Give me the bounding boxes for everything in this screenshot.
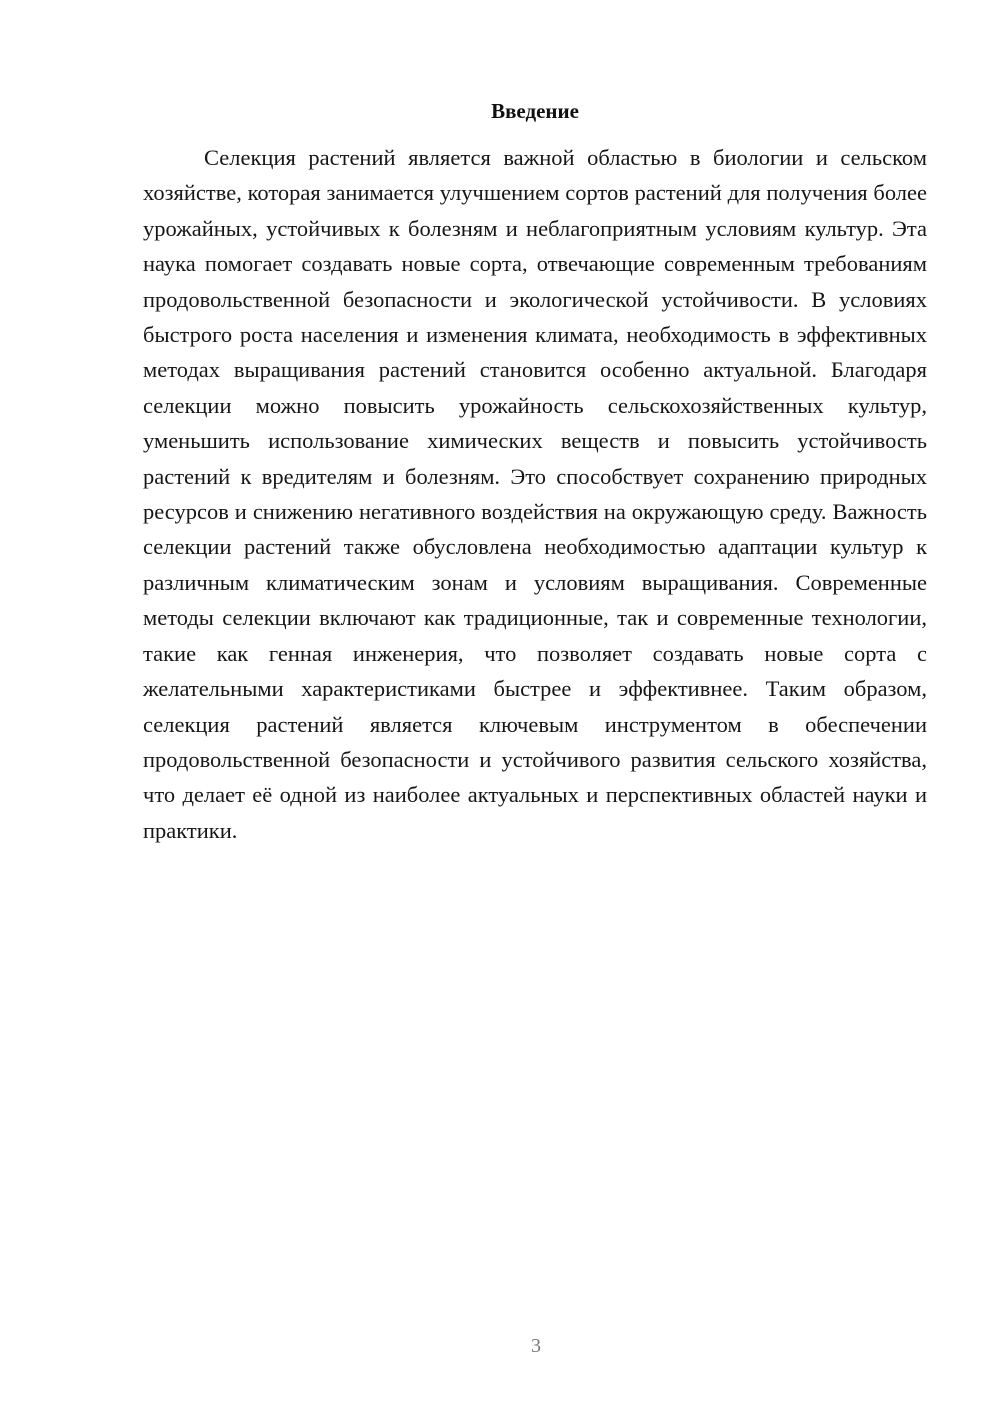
section-heading: Введение	[491, 99, 579, 123]
page-number: 3	[531, 1335, 541, 1357]
body-paragraph: Селекция растений является важной областью в биологии и сельском хозяйстве, которая занимается улучшением сортов растений для получения более урожайных, устойчивых к болезням и неблагоприятным условиям культур. Эта наука помогает создавать новые сорта, отвечающие современным требованиям продовольственной безопасности и экологической устойчивости. В условиях быстрого роста населения и изменения климата, необходимость в эффективных методах выращивания растений становится особенно актуальной. Благодаря селекции можно повысить урожайность сельскохозяйственных культур, уменьшить использование химических веществ и повысить устойчивость растений к вредителям и болезням. Это способствует сохранению природных ресурсов и снижению негативного воздействия на окружающую среду. Важность селекции растений также обусловлена необходимостью адаптации культур к различным климатическим зонам и условиям выращивания. Современные методы селекции включают как традиционные, так и современные технологии, такие как генная инженерия, что позволяет создавать новые сорта с желательными характеристиками быстрее и эффективнее. Таким образом, селекция растений является ключевым инструментом в обеспечении продовольственной безопасности и устойчивого развития сельского хозяйства, что делает её одной из наиболее актуальных и перспективных областей науки и практики.	[143, 145, 927, 843]
